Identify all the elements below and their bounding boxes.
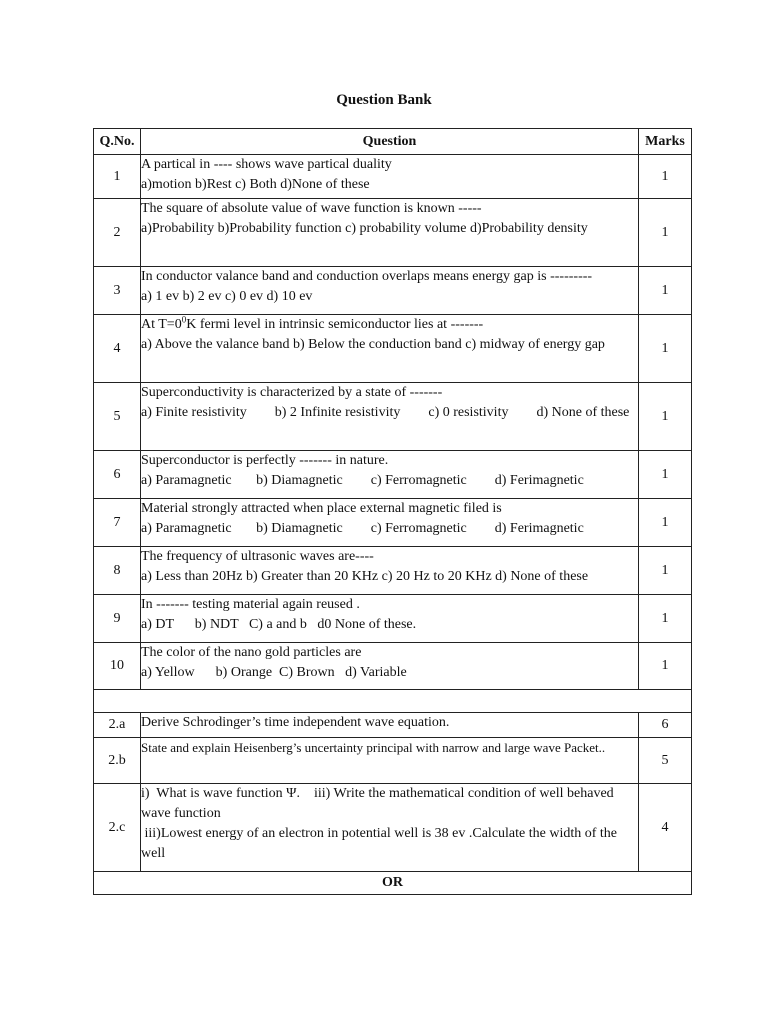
question-line-end: K fermi level in intrinsic semiconductor lies at -------	[186, 317, 484, 332]
question-text	[141, 738, 639, 784]
question-line: The square of absolute value of wave function is known -----	[141, 201, 482, 216]
marks-value: 1	[639, 499, 692, 547]
question-text	[141, 383, 639, 451]
options-line: a) Yellow b) Orange C) Brown d) Variable	[141, 665, 407, 680]
table-row	[94, 643, 692, 690]
marks-value: 1	[639, 595, 692, 643]
question-line: Derive Schrodinger’s time independent wave equation.	[141, 715, 450, 730]
question-number: 6	[94, 451, 141, 499]
question-line: In conductor valance band and conduction overlaps means energy gap is ---------	[141, 269, 593, 284]
options-line: a) 1 ev b) 2 ev c) 0 ev d) 10 ev	[141, 289, 313, 304]
question-number: 1	[94, 155, 141, 199]
marks-value: 1	[639, 155, 692, 199]
or-label: OR	[94, 872, 692, 895]
options-line: a)motion b)Rest c) Both d)None of these	[141, 177, 370, 192]
separator-cell	[94, 690, 692, 713]
table-row	[94, 499, 692, 547]
question-text	[141, 784, 639, 872]
question-line: State and explain Heisenberg’s uncertainty principal with narrow and large wave Packet..	[141, 740, 606, 755]
marks-value: 1	[639, 383, 692, 451]
question-number: 10	[94, 643, 141, 690]
options-line: a) Above the valance band b) Below the conduction band c) midway of energy gap	[141, 337, 605, 352]
question-line: Material strongly attracted when place external magnetic filed is	[141, 501, 502, 516]
table-row	[94, 547, 692, 595]
question-text	[141, 547, 639, 595]
header-qno: Q.No.	[94, 129, 141, 155]
marks-value: 4	[639, 784, 692, 872]
table-header-row	[94, 129, 692, 155]
table-row	[94, 738, 692, 784]
question-line: iii)Lowest energy of an electron in potential well is 38 ev .Calculate the width of the well	[141, 826, 621, 861]
table-row	[94, 784, 692, 872]
header-marks: Marks	[639, 129, 692, 155]
question-table	[93, 128, 692, 895]
question-text	[141, 451, 639, 499]
question-text	[141, 267, 639, 315]
table-row	[94, 315, 692, 383]
table-row	[94, 713, 692, 738]
table-row	[94, 383, 692, 451]
question-number: 3	[94, 267, 141, 315]
question-number: 4	[94, 315, 141, 383]
marks-value: 5	[639, 738, 692, 784]
options-line: a) Finite resistivity b) 2 Infinite resistivity c) 0 resistivity d) None of these	[141, 405, 630, 420]
marks-value: 1	[639, 315, 692, 383]
marks-value: 1	[639, 643, 692, 690]
question-text	[141, 315, 639, 383]
options-line: a)Probability b)Probability function c) probability volume d)Probability density	[141, 221, 588, 236]
options-line: a) DT b) NDT C) a and b d0 None of these.	[141, 617, 417, 632]
marks-value: 1	[639, 199, 692, 267]
question-text	[141, 155, 639, 199]
or-row	[94, 872, 692, 895]
question-line: A partical in ---- shows wave partical duality	[141, 157, 392, 172]
question-line: In ------- testing material again reused .	[141, 597, 360, 612]
table-row	[94, 267, 692, 315]
question-text	[141, 643, 639, 690]
options-line: a) Paramagnetic b) Diamagnetic c) Ferromagnetic d) Ferimagnetic	[141, 473, 584, 488]
question-number: 2.b	[94, 738, 141, 784]
options-line: a) Paramagnetic b) Diamagnetic c) Ferromagnetic d) Ferimagnetic	[141, 521, 584, 536]
question-line-start: At T=0	[141, 317, 182, 332]
question-number: 7	[94, 499, 141, 547]
question-line: Superconductor is perfectly ------- in nature.	[141, 453, 389, 468]
question-number: 2	[94, 199, 141, 267]
marks-value: 1	[639, 267, 692, 315]
table-row	[94, 451, 692, 499]
document-title: Question Bank	[336, 92, 432, 108]
table-row	[94, 199, 692, 267]
question-number: 8	[94, 547, 141, 595]
question-number: 9	[94, 595, 141, 643]
header-question: Question	[141, 129, 639, 155]
options-line: a) Less than 20Hz b) Greater than 20 KHz c) 20 Hz to 20 KHz d) None of these	[141, 569, 589, 584]
marks-value: 6	[639, 713, 692, 738]
question-line	[141, 315, 638, 335]
table-row	[94, 595, 692, 643]
question-line: The frequency of ultrasonic waves are----	[141, 549, 374, 564]
question-number: 5	[94, 383, 141, 451]
degree-superscript: 0	[181, 314, 187, 325]
question-line: The color of the nano gold particles are	[141, 645, 362, 660]
separator-row	[94, 690, 692, 713]
question-text	[141, 199, 639, 267]
question-line: Superconductivity is characterized by a state of -------	[141, 385, 443, 400]
marks-value: 1	[639, 547, 692, 595]
question-line: i) What is wave function Ψ. iii) Write the mathematical condition of well behaved wave function	[141, 786, 618, 821]
question-text	[141, 499, 639, 547]
marks-value: 1	[639, 451, 692, 499]
table-row	[94, 155, 692, 199]
question-number: 2.a	[94, 713, 141, 738]
question-text	[141, 595, 639, 643]
question-text	[141, 713, 639, 738]
question-number: 2.c	[94, 784, 141, 872]
